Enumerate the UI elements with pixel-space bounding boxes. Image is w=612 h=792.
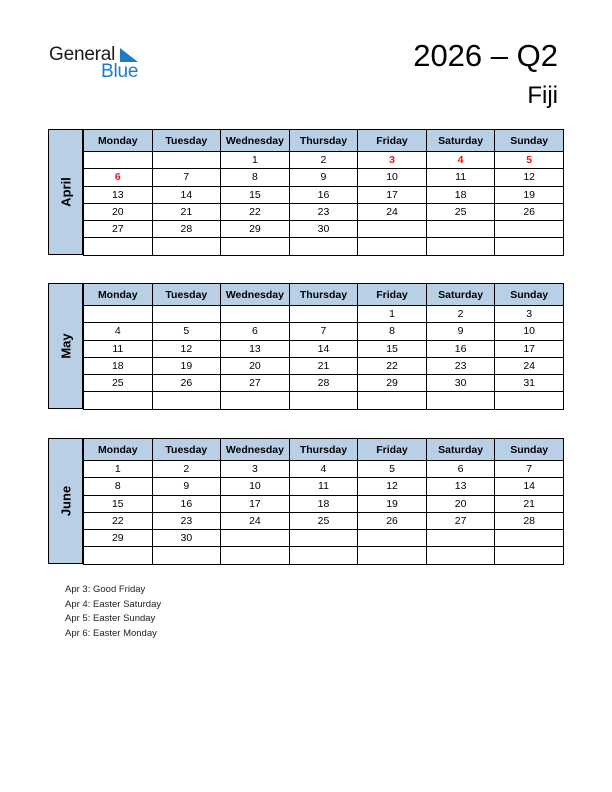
- holiday-note: Apr 6: Easter Monday: [65, 627, 157, 639]
- day-cell: 3: [495, 306, 564, 323]
- weekday-header: Wednesday: [221, 130, 290, 152]
- week-row: [84, 186, 564, 203]
- day-cell: 12: [495, 169, 564, 186]
- day-cell: 26: [358, 512, 427, 529]
- day-cell: [221, 530, 290, 547]
- day-cell: 24: [495, 357, 564, 374]
- weekday-header: Friday: [358, 130, 427, 152]
- week-row: [84, 152, 564, 169]
- day-cell: 20: [426, 495, 495, 512]
- day-cell: 14: [289, 340, 358, 357]
- day-cell: 10: [221, 478, 290, 495]
- day-cell: [221, 392, 290, 409]
- day-cell: 9: [289, 169, 358, 186]
- week-row: [84, 357, 564, 374]
- day-cell: 2: [426, 306, 495, 323]
- day-cell: 10: [495, 323, 564, 340]
- holiday-note: Apr 5: Easter Sunday: [65, 613, 156, 625]
- day-cell: 12: [358, 478, 427, 495]
- month-block-may: [48, 283, 564, 409]
- holiday-note: Apr 3: Good Friday: [65, 584, 146, 595]
- day-cell: [152, 392, 221, 409]
- month-label-box: [48, 438, 83, 564]
- day-cell: 11: [84, 340, 153, 357]
- day-cell: 15: [221, 186, 290, 203]
- weekday-header: Thursday: [289, 439, 358, 461]
- logo-flag-icon: [120, 48, 138, 62]
- day-cell: 2: [152, 461, 221, 478]
- holiday-notes: [65, 583, 161, 641]
- week-row: [84, 203, 564, 220]
- day-cell: 18: [84, 357, 153, 374]
- week-row: [84, 478, 564, 495]
- week-row: [84, 340, 564, 357]
- day-cell: 22: [358, 357, 427, 374]
- day-cell: 18: [426, 186, 495, 203]
- day-cell: 17: [495, 340, 564, 357]
- day-cell: 24: [221, 512, 290, 529]
- day-cell: [152, 152, 221, 169]
- day-cell: 15: [84, 495, 153, 512]
- holiday-note: Apr 4: Easter Saturday: [65, 598, 162, 610]
- generalblue-logo: [49, 44, 149, 84]
- month-name: June: [58, 485, 73, 517]
- day-cell: [84, 547, 153, 564]
- weekday-header: Monday: [84, 284, 153, 306]
- month-name: May: [58, 333, 73, 359]
- day-cell: [495, 530, 564, 547]
- day-cell: 11: [426, 169, 495, 186]
- day-cell: 7: [152, 169, 221, 186]
- day-cell: [221, 547, 290, 564]
- day-cell: 2: [289, 152, 358, 169]
- day-cell: [289, 547, 358, 564]
- day-cell: 21: [495, 495, 564, 512]
- weekday-header: Monday: [84, 130, 153, 152]
- day-cell: 29: [358, 375, 427, 392]
- month-calendar-table: [83, 438, 564, 565]
- day-cell: 6: [221, 323, 290, 340]
- day-cell: [84, 306, 153, 323]
- day-cell: 15: [358, 340, 427, 357]
- day-cell: 4: [289, 461, 358, 478]
- day-cell: 26: [152, 375, 221, 392]
- week-row: [84, 306, 564, 323]
- day-cell: 30: [152, 530, 221, 547]
- day-cell: 5: [495, 152, 564, 169]
- day-cell: 17: [358, 186, 427, 203]
- day-cell: [152, 238, 221, 255]
- day-cell: 16: [426, 340, 495, 357]
- weekday-header: Monday: [84, 439, 153, 461]
- day-cell: [495, 392, 564, 409]
- weekday-header: Saturday: [426, 439, 495, 461]
- weekday-header-row: [84, 439, 564, 461]
- day-cell: 28: [289, 375, 358, 392]
- week-row: [84, 323, 564, 340]
- day-cell: [289, 392, 358, 409]
- day-cell: 8: [221, 169, 290, 186]
- month-calendar-table: [83, 283, 564, 410]
- day-cell: 31: [495, 375, 564, 392]
- day-cell: 27: [84, 221, 153, 238]
- logo-blue-text: Blue: [101, 61, 139, 82]
- day-cell: 25: [289, 512, 358, 529]
- week-row: [84, 530, 564, 547]
- day-cell: 25: [84, 375, 153, 392]
- day-cell: [426, 530, 495, 547]
- day-cell: 7: [495, 461, 564, 478]
- weekday-header: Thursday: [289, 284, 358, 306]
- day-cell: 5: [152, 323, 221, 340]
- week-row: [84, 512, 564, 529]
- weekday-header-row: [84, 284, 564, 306]
- day-cell: [426, 238, 495, 255]
- day-cell: 11: [289, 478, 358, 495]
- day-cell: 20: [221, 357, 290, 374]
- day-cell: [358, 238, 427, 255]
- day-cell: 12: [152, 340, 221, 357]
- day-cell: 1: [358, 306, 427, 323]
- day-cell: 27: [426, 512, 495, 529]
- day-cell: [495, 547, 564, 564]
- day-cell: 16: [152, 495, 221, 512]
- day-cell: [152, 306, 221, 323]
- day-cell: 8: [358, 323, 427, 340]
- day-cell: [289, 238, 358, 255]
- day-cell: 3: [221, 461, 290, 478]
- day-cell: 3: [358, 152, 427, 169]
- month-name: April: [58, 177, 73, 207]
- day-cell: [358, 530, 427, 547]
- day-cell: 21: [152, 203, 221, 220]
- day-cell: 1: [221, 152, 290, 169]
- day-cell: 21: [289, 357, 358, 374]
- day-cell: 18: [289, 495, 358, 512]
- weekday-header: Thursday: [289, 130, 358, 152]
- month-label-box: [48, 283, 83, 409]
- day-cell: [289, 306, 358, 323]
- day-cell: 10: [358, 169, 427, 186]
- weekday-header: Friday: [358, 284, 427, 306]
- day-cell: 7: [289, 323, 358, 340]
- day-cell: 23: [152, 512, 221, 529]
- day-cell: 30: [289, 221, 358, 238]
- month-label-box: [48, 129, 83, 255]
- day-cell: 8: [84, 478, 153, 495]
- day-cell: 25: [426, 203, 495, 220]
- month-block-june: [48, 438, 564, 564]
- day-cell: 24: [358, 203, 427, 220]
- day-cell: [221, 306, 290, 323]
- day-cell: 28: [152, 221, 221, 238]
- week-row: [84, 392, 564, 409]
- day-cell: 1: [84, 461, 153, 478]
- day-cell: [495, 221, 564, 238]
- weekday-header: Wednesday: [221, 439, 290, 461]
- logo-general-text: General: [49, 44, 116, 65]
- weekday-header: Sunday: [495, 439, 564, 461]
- week-row: [84, 461, 564, 478]
- week-row: [84, 221, 564, 238]
- weekday-header: Wednesday: [221, 284, 290, 306]
- day-cell: [426, 547, 495, 564]
- week-row: [84, 495, 564, 512]
- day-cell: [426, 221, 495, 238]
- weekday-header: Sunday: [495, 130, 564, 152]
- weekday-header: Sunday: [495, 284, 564, 306]
- day-cell: 13: [84, 186, 153, 203]
- day-cell: 19: [495, 186, 564, 203]
- weekday-header: Tuesday: [152, 284, 221, 306]
- day-cell: 29: [84, 530, 153, 547]
- day-cell: [84, 152, 153, 169]
- week-row: [84, 169, 564, 186]
- day-cell: 4: [84, 323, 153, 340]
- weekday-header: Tuesday: [152, 130, 221, 152]
- weekday-header: Saturday: [426, 284, 495, 306]
- day-cell: 13: [426, 478, 495, 495]
- day-cell: [358, 221, 427, 238]
- day-cell: [495, 238, 564, 255]
- day-cell: 4: [426, 152, 495, 169]
- day-cell: 9: [152, 478, 221, 495]
- day-cell: [84, 392, 153, 409]
- day-cell: [289, 530, 358, 547]
- day-cell: 20: [84, 203, 153, 220]
- day-cell: [84, 238, 153, 255]
- day-cell: 23: [289, 203, 358, 220]
- weekday-header: Friday: [358, 439, 427, 461]
- day-cell: [358, 392, 427, 409]
- weekday-header-row: [84, 130, 564, 152]
- day-cell: 28: [495, 512, 564, 529]
- day-cell: 29: [221, 221, 290, 238]
- weekday-header: Saturday: [426, 130, 495, 152]
- day-cell: [152, 547, 221, 564]
- page-title: 2026 – Q2: [413, 38, 558, 73]
- month-calendar-table: [83, 129, 564, 256]
- day-cell: 5: [358, 461, 427, 478]
- day-cell: 16: [289, 186, 358, 203]
- day-cell: [426, 392, 495, 409]
- day-cell: 19: [358, 495, 427, 512]
- day-cell: 17: [221, 495, 290, 512]
- month-block-april: [48, 129, 564, 255]
- day-cell: 30: [426, 375, 495, 392]
- day-cell: 6: [426, 461, 495, 478]
- day-cell: 19: [152, 357, 221, 374]
- day-cell: 26: [495, 203, 564, 220]
- country-name: Fiji: [527, 82, 558, 109]
- day-cell: 14: [495, 478, 564, 495]
- day-cell: 14: [152, 186, 221, 203]
- day-cell: 22: [84, 512, 153, 529]
- week-row: [84, 375, 564, 392]
- week-row: [84, 547, 564, 564]
- weekday-header: Tuesday: [152, 439, 221, 461]
- day-cell: 13: [221, 340, 290, 357]
- day-cell: [358, 547, 427, 564]
- week-row: [84, 238, 564, 255]
- day-cell: 23: [426, 357, 495, 374]
- day-cell: 22: [221, 203, 290, 220]
- day-cell: 6: [84, 169, 153, 186]
- day-cell: 9: [426, 323, 495, 340]
- day-cell: [221, 238, 290, 255]
- day-cell: 27: [221, 375, 290, 392]
